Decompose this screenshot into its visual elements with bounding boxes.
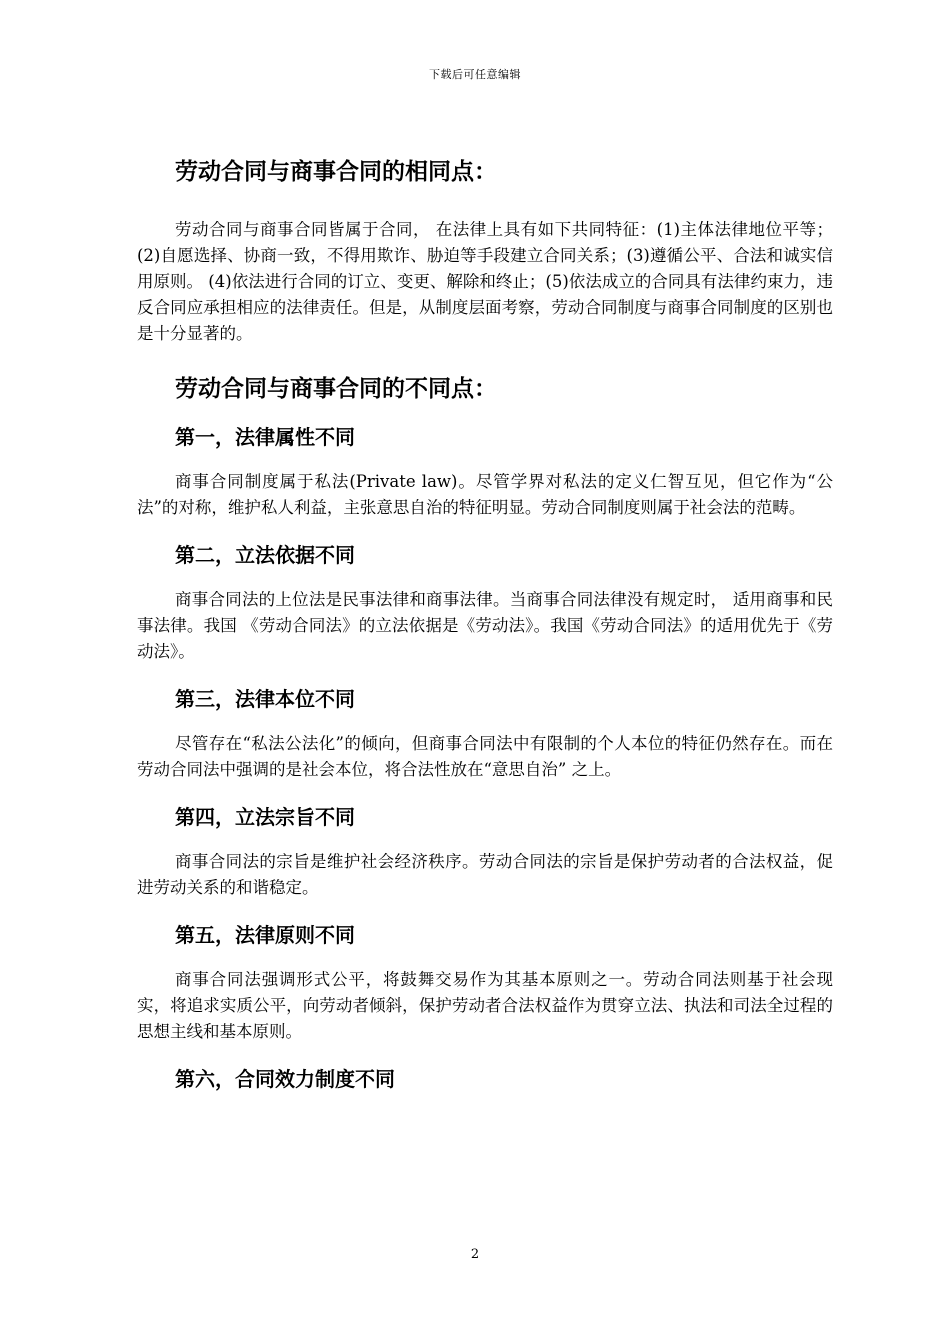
- section-paragraph-2: 商事合同法的上位法是民事法律和商事法律。当商事合同法律没有规定时， 适用商事和民事法律。我国 《劳动合同法》的立法依据是《劳动法》。我国《劳动合同法》的适用优先于《劳动法》。: [137, 590, 833, 661]
- section-paragraph-1: 商事合同制度属于私法(Private law)。尽管学界对私法的定义仁智互见，但它作为“公法”的对称，维护私人利益，主张意思自治的特征明显。劳动合同制度则属于社会法的范畴。: [137, 472, 833, 517]
- page-number: 2: [470, 1247, 480, 1262]
- section-heading-6: 第六，合同效力制度不同: [175, 1067, 395, 1091]
- section-paragraph-3: 尽管存在“私法公法化”的倾向，但商事合同法中有限制的个人本位的特征仍然存在。而在劳动合同法中强调的是社会本位，将合法性放在“意思自治” 之上。: [137, 734, 833, 779]
- section-heading-4: 第四，立法宗旨不同: [175, 805, 355, 829]
- section-paragraph-4: 商事合同法的宗旨是维护社会经济秩序。劳动合同法的宗旨是保护劳动者的合法权益，促进劳动关系的和谐稳定。: [137, 852, 833, 897]
- differences-heading: 劳动合同与商事合同的不同点：: [175, 376, 497, 402]
- section-heading-5: 第五，法律原则不同: [175, 923, 355, 947]
- section-paragraph-5: 商事合同法强调形式公平，将鼓舞交易作为其基本原则之一。劳动合同法则基于社会现实，将追求实质公平，向劳动者倾斜，保护劳动者合法权益作为贯穿立法、执法和司法全过程的思想主线和基本原则。: [137, 970, 833, 1041]
- section-heading-1: 第一，法律属性不同: [175, 425, 355, 449]
- section-heading-3: 第三，法律本位不同: [175, 687, 355, 711]
- similarities-heading: 劳动合同与商事合同的相同点：: [175, 159, 497, 185]
- page-header: 下载后可任意编辑: [429, 68, 521, 81]
- section-heading-2: 第二，立法依据不同: [175, 543, 355, 567]
- document-body: [137, 156, 833, 1093]
- similarities-paragraph: 劳动合同与商事合同皆属于合同， 在法律上具有如下共同特征：(1)主体法律地位平等； (2)自愿选择、协商一致，不得用欺诈、胁迫等手段建立合同关系；(3)遵循公平、合法和诚实信用原则。 (4)依法进行合同的订立、变更、解除和终止；(5)依法成立的合同具有法律约束力，违反合同应承担相应的法律责任。但是，从制度层面考察，劳动合同制度与商事合同制度的区别也是十分显著的。: [137, 220, 833, 343]
